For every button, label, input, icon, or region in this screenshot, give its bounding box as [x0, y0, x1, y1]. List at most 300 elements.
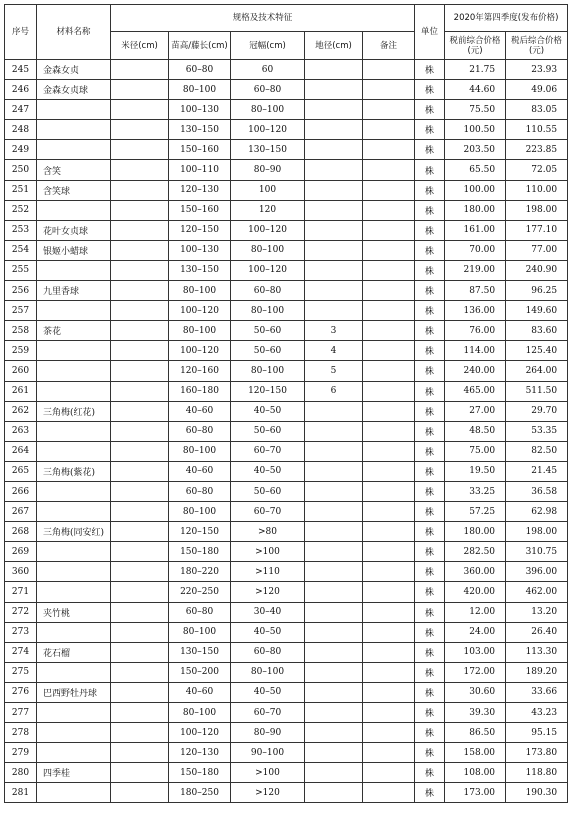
crown-cell: 100–120 — [231, 120, 305, 140]
dijing-cell — [305, 200, 363, 220]
seq-cell: 252 — [5, 200, 37, 220]
height-cell: 120–160 — [169, 361, 231, 381]
name-cell: 三角梅(同安红) — [37, 522, 111, 542]
name-cell: 九里香球 — [37, 281, 111, 301]
header-crown: 冠幅(cm) — [231, 32, 305, 60]
seq-cell: 277 — [5, 703, 37, 723]
note-cell — [363, 743, 415, 763]
mijing-cell — [111, 180, 169, 200]
dijing-cell — [305, 723, 363, 743]
posttax-price-cell: 95.15 — [506, 723, 568, 743]
pretax-price-cell: 39.30 — [445, 703, 506, 723]
posttax-price-cell: 21.45 — [506, 461, 568, 481]
pretax-price-cell: 180.00 — [445, 522, 506, 542]
unit-cell: 株 — [415, 180, 445, 200]
crown-cell: 100–120 — [231, 220, 305, 240]
dijing-cell — [305, 461, 363, 481]
name-cell: 含笑球 — [37, 180, 111, 200]
seq-cell: 250 — [5, 160, 37, 180]
name-cell — [37, 361, 111, 381]
mijing-cell — [111, 783, 169, 803]
dijing-cell — [305, 401, 363, 421]
height-cell: 80–100 — [169, 502, 231, 522]
posttax-price-cell: 62.98 — [506, 502, 568, 522]
seq-cell: 254 — [5, 240, 37, 260]
seq-cell: 279 — [5, 743, 37, 763]
price-table-container — [4, 4, 568, 803]
posttax-price-cell: 310.75 — [506, 542, 568, 562]
note-cell — [363, 562, 415, 582]
mijing-cell — [111, 682, 169, 702]
posttax-price-cell: 190.30 — [506, 783, 568, 803]
crown-cell: 80–100 — [231, 240, 305, 260]
crown-cell: 80–100 — [231, 662, 305, 682]
mijing-cell — [111, 200, 169, 220]
crown-cell: 100 — [231, 180, 305, 200]
table-row — [5, 461, 568, 481]
crown-cell: >100 — [231, 763, 305, 783]
mijing-cell — [111, 622, 169, 642]
name-cell: 金森女贞 — [37, 60, 111, 80]
pretax-price-cell: 70.00 — [445, 240, 506, 260]
seq-cell: 259 — [5, 341, 37, 361]
dijing-cell — [305, 220, 363, 240]
table-row — [5, 743, 568, 763]
seq-cell: 263 — [5, 421, 37, 441]
note-cell — [363, 240, 415, 260]
note-cell — [363, 281, 415, 301]
crown-cell: 120–150 — [231, 381, 305, 401]
pretax-price-cell: 240.00 — [445, 361, 506, 381]
table-row — [5, 321, 568, 341]
pretax-price-cell: 108.00 — [445, 763, 506, 783]
dijing-cell — [305, 502, 363, 522]
posttax-price-cell: 240.90 — [506, 260, 568, 280]
seq-cell: 271 — [5, 582, 37, 602]
height-cell: 80–100 — [169, 80, 231, 100]
seq-cell: 281 — [5, 783, 37, 803]
name-cell: 四季桂 — [37, 763, 111, 783]
pretax-price-cell: 76.00 — [445, 321, 506, 341]
seq-cell: 266 — [5, 481, 37, 501]
note-cell — [363, 602, 415, 622]
dijing-cell — [305, 60, 363, 80]
crown-cell: 40–50 — [231, 622, 305, 642]
height-cell: 60–80 — [169, 602, 231, 622]
table-row — [5, 522, 568, 542]
table-row — [5, 401, 568, 421]
table-row — [5, 642, 568, 662]
mijing-cell — [111, 522, 169, 542]
note-cell — [363, 542, 415, 562]
posttax-price-cell: 149.60 — [506, 301, 568, 321]
note-cell — [363, 481, 415, 501]
pretax-price-cell: 48.50 — [445, 421, 506, 441]
name-cell: 花石榴 — [37, 642, 111, 662]
pretax-price-cell: 75.00 — [445, 441, 506, 461]
posttax-price-cell: 198.00 — [506, 522, 568, 542]
mijing-cell — [111, 100, 169, 120]
height-cell: 40–60 — [169, 682, 231, 702]
pretax-price-cell: 57.25 — [445, 502, 506, 522]
mijing-cell — [111, 321, 169, 341]
unit-cell: 株 — [415, 642, 445, 662]
height-cell: 120–150 — [169, 522, 231, 542]
height-cell: 120–130 — [169, 743, 231, 763]
mijing-cell — [111, 80, 169, 100]
pretax-price-cell: 203.50 — [445, 140, 506, 160]
note-cell — [363, 341, 415, 361]
dijing-cell — [305, 662, 363, 682]
header-spec-group: 规格及技术特征 — [111, 5, 415, 32]
dijing-cell — [305, 120, 363, 140]
note-cell — [363, 140, 415, 160]
dijing-cell — [305, 562, 363, 582]
crown-cell: 50–60 — [231, 321, 305, 341]
pretax-price-cell: 30.60 — [445, 682, 506, 702]
dijing-cell — [305, 703, 363, 723]
height-cell: 40–60 — [169, 461, 231, 481]
note-cell — [363, 783, 415, 803]
unit-cell: 株 — [415, 60, 445, 80]
crown-cell: >110 — [231, 562, 305, 582]
name-cell — [37, 100, 111, 120]
note-cell — [363, 180, 415, 200]
unit-cell: 株 — [415, 140, 445, 160]
seq-cell: 255 — [5, 260, 37, 280]
dijing-cell — [305, 522, 363, 542]
note-cell — [363, 160, 415, 180]
pretax-price-cell: 100.50 — [445, 120, 506, 140]
crown-cell: 50–60 — [231, 481, 305, 501]
unit-cell: 株 — [415, 361, 445, 381]
pretax-price-cell: 75.50 — [445, 100, 506, 120]
table-row — [5, 180, 568, 200]
seq-cell: 248 — [5, 120, 37, 140]
table-row — [5, 220, 568, 240]
unit-cell: 株 — [415, 260, 445, 280]
note-cell — [363, 401, 415, 421]
table-row — [5, 763, 568, 783]
name-cell: 茶花 — [37, 321, 111, 341]
dijing-cell: 4 — [305, 341, 363, 361]
name-cell: 银姬小蜡球 — [37, 240, 111, 260]
dijing-cell — [305, 622, 363, 642]
seq-cell: 247 — [5, 100, 37, 120]
price-table — [4, 4, 568, 803]
name-cell — [37, 502, 111, 522]
crown-cell: 60–80 — [231, 80, 305, 100]
name-cell — [37, 723, 111, 743]
note-cell — [363, 703, 415, 723]
note-cell — [363, 461, 415, 481]
height-cell: 150–180 — [169, 542, 231, 562]
pretax-price-cell: 19.50 — [445, 461, 506, 481]
posttax-price-cell: 72.05 — [506, 160, 568, 180]
seq-cell: 275 — [5, 662, 37, 682]
dijing-cell — [305, 301, 363, 321]
height-cell: 80–100 — [169, 703, 231, 723]
height-cell: 130–150 — [169, 120, 231, 140]
crown-cell: 50–60 — [231, 341, 305, 361]
unit-cell: 株 — [415, 481, 445, 501]
pretax-price-cell: 173.00 — [445, 783, 506, 803]
seq-cell: 267 — [5, 502, 37, 522]
posttax-price-cell: 462.00 — [506, 582, 568, 602]
note-cell — [363, 622, 415, 642]
unit-cell: 株 — [415, 522, 445, 542]
name-cell — [37, 622, 111, 642]
seq-cell: 246 — [5, 80, 37, 100]
crown-cell: >80 — [231, 522, 305, 542]
posttax-price-cell: 36.58 — [506, 481, 568, 501]
unit-cell: 株 — [415, 622, 445, 642]
height-cell: 130–150 — [169, 260, 231, 280]
table-row — [5, 281, 568, 301]
unit-cell: 株 — [415, 763, 445, 783]
pretax-price-cell: 136.00 — [445, 301, 506, 321]
posttax-price-cell: 189.20 — [506, 662, 568, 682]
posttax-price-cell: 113.30 — [506, 642, 568, 662]
seq-cell: 256 — [5, 281, 37, 301]
unit-cell: 株 — [415, 301, 445, 321]
name-cell — [37, 481, 111, 501]
name-cell — [37, 743, 111, 763]
note-cell — [363, 60, 415, 80]
pretax-price-cell: 100.00 — [445, 180, 506, 200]
crown-cell: 80–90 — [231, 160, 305, 180]
pretax-price-cell: 161.00 — [445, 220, 506, 240]
pretax-price-cell: 65.50 — [445, 160, 506, 180]
posttax-price-cell: 23.93 — [506, 60, 568, 80]
note-cell — [363, 662, 415, 682]
mijing-cell — [111, 703, 169, 723]
table-row — [5, 502, 568, 522]
unit-cell: 株 — [415, 200, 445, 220]
crown-cell: 40–50 — [231, 682, 305, 702]
pretax-price-cell: 172.00 — [445, 662, 506, 682]
dijing-cell — [305, 743, 363, 763]
posttax-price-cell: 110.55 — [506, 120, 568, 140]
pretax-price-cell: 360.00 — [445, 562, 506, 582]
height-cell: 150–180 — [169, 763, 231, 783]
name-cell: 夹竹桃 — [37, 602, 111, 622]
seq-cell: 274 — [5, 642, 37, 662]
seq-cell: 251 — [5, 180, 37, 200]
pretax-price-cell: 465.00 — [445, 381, 506, 401]
mijing-cell — [111, 763, 169, 783]
seq-cell: 264 — [5, 441, 37, 461]
table-body — [5, 60, 568, 803]
crown-cell: 80–90 — [231, 723, 305, 743]
name-cell — [37, 441, 111, 461]
pretax-price-cell: 219.00 — [445, 260, 506, 280]
height-cell: 100–120 — [169, 301, 231, 321]
pretax-price-cell: 420.00 — [445, 582, 506, 602]
height-cell: 150–200 — [169, 662, 231, 682]
dijing-cell — [305, 100, 363, 120]
posttax-price-cell: 125.40 — [506, 341, 568, 361]
header-unit: 单位 — [415, 5, 445, 60]
dijing-cell — [305, 80, 363, 100]
crown-cell: 130–150 — [231, 140, 305, 160]
unit-cell: 株 — [415, 542, 445, 562]
note-cell — [363, 100, 415, 120]
pretax-price-cell: 87.50 — [445, 281, 506, 301]
unit-cell: 株 — [415, 381, 445, 401]
posttax-price-cell: 511.50 — [506, 381, 568, 401]
dijing-cell — [305, 421, 363, 441]
header-pretax-price: 税前综合价格(元) — [445, 32, 506, 60]
name-cell — [37, 582, 111, 602]
name-cell — [37, 662, 111, 682]
table-row — [5, 100, 568, 120]
posttax-price-cell: 26.40 — [506, 622, 568, 642]
name-cell — [37, 381, 111, 401]
crown-cell: 120 — [231, 200, 305, 220]
table-row — [5, 562, 568, 582]
dijing-cell — [305, 240, 363, 260]
unit-cell: 株 — [415, 783, 445, 803]
crown-cell: 60–70 — [231, 502, 305, 522]
height-cell: 80–100 — [169, 441, 231, 461]
name-cell — [37, 421, 111, 441]
mijing-cell — [111, 662, 169, 682]
unit-cell: 株 — [415, 703, 445, 723]
name-cell: 花叶女贞球 — [37, 220, 111, 240]
seq-cell: 265 — [5, 461, 37, 481]
header-seq: 序号 — [5, 5, 37, 60]
crown-cell: >120 — [231, 582, 305, 602]
height-cell: 120–130 — [169, 180, 231, 200]
crown-cell: 100–120 — [231, 260, 305, 280]
height-cell: 120–150 — [169, 220, 231, 240]
name-cell — [37, 783, 111, 803]
seq-cell: 280 — [5, 763, 37, 783]
mijing-cell — [111, 381, 169, 401]
dijing-cell — [305, 783, 363, 803]
table-row — [5, 80, 568, 100]
crown-cell: 60–70 — [231, 703, 305, 723]
name-cell — [37, 703, 111, 723]
pretax-price-cell: 33.25 — [445, 481, 506, 501]
unit-cell: 株 — [415, 562, 445, 582]
pretax-price-cell: 282.50 — [445, 542, 506, 562]
crown-cell: 40–50 — [231, 461, 305, 481]
pretax-price-cell: 44.60 — [445, 80, 506, 100]
height-cell: 150–160 — [169, 200, 231, 220]
height-cell: 100–120 — [169, 341, 231, 361]
seq-cell: 272 — [5, 602, 37, 622]
note-cell — [363, 301, 415, 321]
table-row — [5, 602, 568, 622]
posttax-price-cell: 118.80 — [506, 763, 568, 783]
unit-cell: 株 — [415, 461, 445, 481]
header-posttax-price: 税后综合价格(元) — [506, 32, 568, 60]
unit-cell: 株 — [415, 341, 445, 361]
table-row — [5, 542, 568, 562]
mijing-cell — [111, 642, 169, 662]
seq-cell: 273 — [5, 622, 37, 642]
unit-cell: 株 — [415, 723, 445, 743]
seq-cell: 260 — [5, 361, 37, 381]
dijing-cell — [305, 542, 363, 562]
seq-cell: 257 — [5, 301, 37, 321]
unit-cell: 株 — [415, 281, 445, 301]
note-cell — [363, 582, 415, 602]
seq-cell: 269 — [5, 542, 37, 562]
height-cell: 100–110 — [169, 160, 231, 180]
posttax-price-cell: 177.10 — [506, 220, 568, 240]
height-cell: 160–180 — [169, 381, 231, 401]
height-cell: 130–150 — [169, 642, 231, 662]
seq-cell: 253 — [5, 220, 37, 240]
header-note: 备注 — [363, 32, 415, 60]
unit-cell: 株 — [415, 662, 445, 682]
name-cell — [37, 542, 111, 562]
dijing-cell — [305, 160, 363, 180]
seq-cell: 245 — [5, 60, 37, 80]
header-mijing: 米径(cm) — [111, 32, 169, 60]
name-cell: 三角梅(紫花) — [37, 461, 111, 481]
dijing-cell — [305, 582, 363, 602]
crown-cell: 30–40 — [231, 602, 305, 622]
dijing-cell — [305, 682, 363, 702]
header-name: 材料名称 — [37, 5, 111, 60]
name-cell — [37, 200, 111, 220]
unit-cell: 株 — [415, 502, 445, 522]
crown-cell: 80–100 — [231, 100, 305, 120]
table-row — [5, 341, 568, 361]
seq-cell: 249 — [5, 140, 37, 160]
dijing-cell — [305, 481, 363, 501]
unit-cell: 株 — [415, 220, 445, 240]
name-cell: 巴西野牡丹球 — [37, 682, 111, 702]
mijing-cell — [111, 160, 169, 180]
note-cell — [363, 260, 415, 280]
name-cell: 金森女贞球 — [37, 80, 111, 100]
mijing-cell — [111, 481, 169, 501]
posttax-price-cell: 82.50 — [506, 441, 568, 461]
posttax-price-cell: 77.00 — [506, 240, 568, 260]
table-row — [5, 260, 568, 280]
crown-cell: >120 — [231, 783, 305, 803]
height-cell: 80–100 — [169, 622, 231, 642]
unit-cell: 株 — [415, 582, 445, 602]
posttax-price-cell: 264.00 — [506, 361, 568, 381]
name-cell — [37, 341, 111, 361]
crown-cell: >100 — [231, 542, 305, 562]
table-row — [5, 361, 568, 381]
crown-cell: 80–100 — [231, 301, 305, 321]
unit-cell: 株 — [415, 441, 445, 461]
height-cell: 150–160 — [169, 140, 231, 160]
table-row — [5, 160, 568, 180]
height-cell: 100–130 — [169, 100, 231, 120]
mijing-cell — [111, 341, 169, 361]
seq-cell: 261 — [5, 381, 37, 401]
table-row — [5, 622, 568, 642]
seq-cell: 276 — [5, 682, 37, 702]
posttax-price-cell: 83.60 — [506, 321, 568, 341]
height-cell: 100–130 — [169, 240, 231, 260]
dijing-cell: 6 — [305, 381, 363, 401]
pretax-price-cell: 86.50 — [445, 723, 506, 743]
crown-cell: 40–50 — [231, 401, 305, 421]
note-cell — [363, 502, 415, 522]
table-row — [5, 421, 568, 441]
note-cell — [363, 321, 415, 341]
